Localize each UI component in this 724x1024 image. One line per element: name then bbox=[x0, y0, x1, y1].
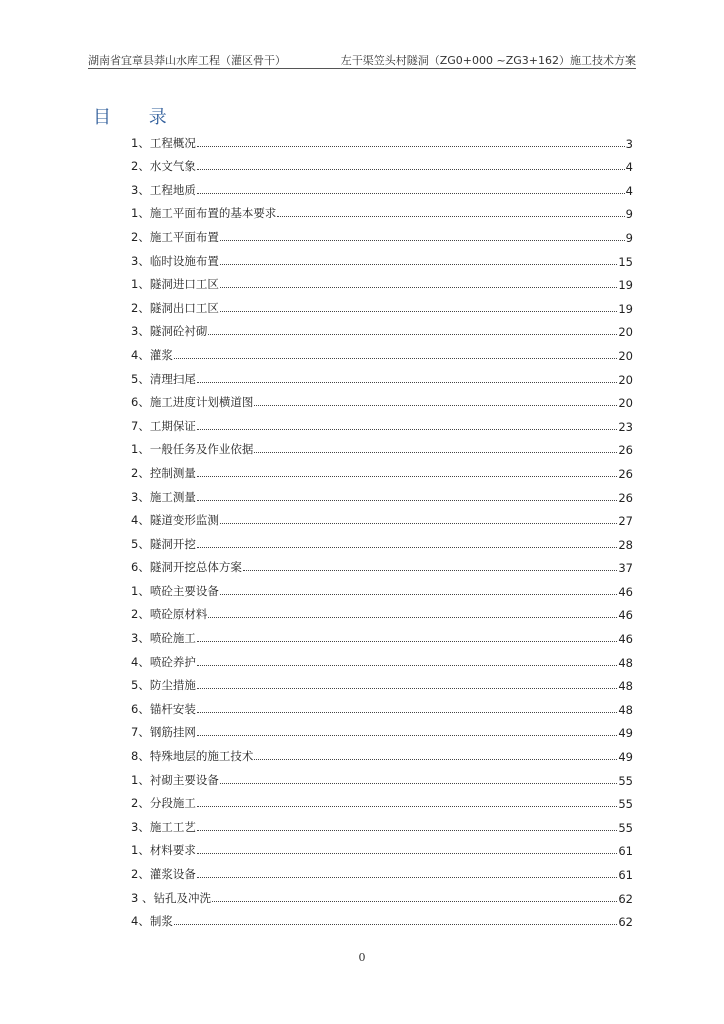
toc-entry-page: 20 bbox=[618, 325, 633, 340]
toc-entry-label: 特殊地层的施工技术 bbox=[149, 749, 254, 764]
toc-leader-dots bbox=[197, 145, 625, 147]
toc-entry-number: 2、 bbox=[131, 300, 150, 315]
toc-entry-label: 施工平面布置 bbox=[149, 229, 219, 244]
toc-leader-dots bbox=[197, 805, 618, 807]
toc-entry[interactable] bbox=[131, 410, 633, 434]
toc-entry-page: 46 bbox=[618, 632, 633, 647]
toc-entry-number: 7、 bbox=[131, 725, 150, 740]
toc-entry-page: 4 bbox=[625, 183, 633, 198]
toc-entry-label: 喷砼原材料 bbox=[149, 607, 208, 622]
toc-entry-number: 3 、 bbox=[131, 890, 154, 905]
toc-entry-number: 3、 bbox=[131, 489, 150, 504]
toc-entry-number: 7、 bbox=[131, 418, 150, 433]
toc-leader-dots bbox=[220, 310, 618, 312]
toc-entry-label: 分段施工 bbox=[149, 796, 196, 811]
toc-entry[interactable] bbox=[131, 646, 633, 670]
toc-entry[interactable] bbox=[131, 245, 633, 269]
toc-entry-number: 2、 bbox=[131, 607, 150, 622]
toc-leader-dots bbox=[174, 357, 618, 359]
toc-entry-label: 灌浆设备 bbox=[149, 867, 196, 881]
toc-entry-number: 1、 bbox=[131, 843, 150, 858]
toc-entry-page: 55 bbox=[618, 773, 633, 788]
toc-entry-page: 23 bbox=[618, 419, 633, 434]
toc-leader-dots bbox=[197, 546, 618, 548]
toc-entry-page: 48 bbox=[618, 655, 633, 670]
toc-entry-label: 施工平面布置的基本要求 bbox=[149, 206, 277, 221]
toc-entry-page: 15 bbox=[618, 254, 633, 269]
toc-entry[interactable] bbox=[131, 599, 633, 623]
toc-entry[interactable] bbox=[131, 575, 633, 599]
toc-entry-label: 衬砌主要设备 bbox=[149, 772, 219, 787]
toc-entry[interactable] bbox=[131, 811, 633, 835]
toc-entry-label: 水文气象 bbox=[149, 159, 196, 174]
page-number: 0 bbox=[358, 951, 366, 964]
toc-leader-dots bbox=[197, 829, 618, 831]
toc-entry-page: 28 bbox=[618, 537, 633, 552]
toc-leader-dots bbox=[197, 876, 618, 878]
toc-entry[interactable] bbox=[131, 127, 633, 151]
toc-leader-dots bbox=[254, 404, 617, 406]
toc-entry-page: 61 bbox=[618, 844, 633, 859]
toc-entry[interactable] bbox=[131, 717, 633, 741]
toc-entry-number: 5、 bbox=[131, 371, 150, 386]
toc-entry-label: 清理扫尾 bbox=[149, 371, 196, 386]
toc-entry[interactable] bbox=[131, 528, 633, 552]
toc-entry[interactable] bbox=[131, 269, 633, 293]
toc-entry-page: 48 bbox=[618, 702, 633, 717]
toc-leader-dots bbox=[220, 286, 618, 288]
toc-entry-number: 1、 bbox=[131, 206, 150, 221]
toc-entry-number: 2、 bbox=[131, 867, 150, 881]
toc-entry-number: 6、 bbox=[131, 701, 150, 716]
toc-entry-page: 20 bbox=[618, 372, 633, 387]
toc-entry-label: 材料要求 bbox=[149, 843, 196, 858]
toc-entry-label: 制浆 bbox=[149, 914, 173, 929]
toc-entry-number: 3、 bbox=[131, 253, 150, 268]
toc-entry-page: 26 bbox=[618, 466, 633, 481]
toc-leader-dots bbox=[197, 428, 618, 430]
toc-entry-label: 隧洞开挖 bbox=[149, 536, 196, 551]
toc-entry[interactable] bbox=[131, 221, 633, 245]
table-of-contents bbox=[131, 127, 633, 929]
toc-entry-number: 1、 bbox=[131, 277, 150, 292]
toc-leader-dots bbox=[197, 640, 618, 642]
page-header bbox=[88, 50, 636, 69]
toc-entry-number: 1、 bbox=[131, 772, 150, 787]
toc-entry-label: 一般任务及作业依据 bbox=[149, 442, 254, 457]
toc-entry-number: 6、 bbox=[131, 560, 150, 575]
toc-leader-dots bbox=[174, 923, 618, 925]
toc-leader-dots bbox=[197, 664, 618, 666]
toc-entry[interactable] bbox=[131, 858, 633, 882]
toc-entry-page: 19 bbox=[618, 301, 633, 316]
toc-entry-number: 8、 bbox=[131, 749, 150, 764]
toc-entry[interactable] bbox=[131, 292, 633, 316]
toc-entry-page: 48 bbox=[618, 679, 633, 694]
toc-entry-label: 钢筋挂网 bbox=[149, 725, 196, 740]
toc-entry[interactable] bbox=[131, 906, 633, 930]
toc-entry[interactable] bbox=[131, 387, 633, 411]
toc-entry[interactable] bbox=[131, 174, 633, 198]
toc-entry-page: 46 bbox=[618, 584, 633, 599]
toc-entry-label: 工程地质 bbox=[149, 182, 196, 197]
toc-entry[interactable] bbox=[131, 198, 633, 222]
header-project-title: 湖南省宜章县莽山水库工程（灌区骨干） bbox=[88, 54, 286, 67]
toc-entry[interactable] bbox=[131, 622, 633, 646]
toc-entry-number: 4、 bbox=[131, 914, 150, 929]
toc-entry-number: 5、 bbox=[131, 536, 150, 551]
toc-entry-label: 灌浆 bbox=[149, 347, 173, 362]
toc-entry-page: 4 bbox=[625, 160, 633, 175]
toc-entry-number: 3、 bbox=[131, 324, 150, 339]
toc-entry-label: 钻孔及冲洗 bbox=[153, 890, 211, 905]
toc-leader-dots bbox=[197, 192, 625, 194]
toc-entry[interactable] bbox=[131, 788, 633, 812]
toc-leader-dots bbox=[197, 475, 618, 477]
toc-entry-page: 46 bbox=[618, 608, 633, 623]
toc-entry[interactable] bbox=[131, 151, 633, 175]
toc-entry-page: 9 bbox=[625, 207, 633, 222]
toc-entry-page: 20 bbox=[618, 348, 633, 363]
toc-entry-number: 4、 bbox=[131, 654, 150, 669]
toc-entry-page: 49 bbox=[618, 750, 633, 765]
toc-entry-number: 6、 bbox=[131, 395, 150, 410]
header-document-title: 左干渠笠头村隧洞（ZG0+000 ~ZG3+162）施工技术方案 bbox=[340, 54, 636, 67]
toc-entry-number: 1、 bbox=[131, 583, 150, 598]
toc-entry-label: 施工进度计划横道图 bbox=[149, 395, 254, 410]
toc-entry-number: 1、 bbox=[131, 135, 150, 150]
toc-entry[interactable] bbox=[131, 764, 633, 788]
toc-entry-number: 2、 bbox=[131, 465, 150, 480]
toc-entry-page: 26 bbox=[618, 443, 633, 458]
toc-entry-label: 施工工艺 bbox=[149, 819, 196, 834]
toc-leader-dots bbox=[220, 239, 625, 241]
toc-entry-number: 5、 bbox=[131, 678, 150, 693]
toc-entry-label: 控制测量 bbox=[149, 465, 196, 480]
toc-leader-dots bbox=[208, 333, 617, 335]
toc-leader-dots bbox=[220, 263, 618, 265]
toc-entry-label: 工期保证 bbox=[149, 418, 196, 433]
toc-entry-page: 61 bbox=[618, 868, 633, 882]
toc-entry-label: 喷砼施工 bbox=[149, 631, 196, 646]
toc-entry-number: 4、 bbox=[131, 513, 150, 528]
toc-entry-page: 49 bbox=[618, 726, 633, 741]
toc-entry-page: 62 bbox=[618, 891, 633, 906]
toc-entry-page: 20 bbox=[618, 396, 633, 411]
toc-entry[interactable] bbox=[131, 693, 633, 717]
toc-entry-page: 55 bbox=[618, 820, 633, 835]
toc-leader-dots bbox=[197, 381, 618, 383]
toc-entry[interactable] bbox=[131, 835, 633, 859]
toc-leader-dots bbox=[243, 569, 618, 571]
toc-leader-dots bbox=[220, 522, 618, 524]
toc-entry-page: 27 bbox=[618, 514, 633, 529]
toc-leader-dots bbox=[197, 734, 618, 736]
toc-leader-dots bbox=[220, 782, 618, 784]
toc-entry-number: 3、 bbox=[131, 819, 150, 834]
toc-leader-dots bbox=[197, 852, 618, 854]
toc-entry-number: 4、 bbox=[131, 347, 150, 362]
toc-entry[interactable] bbox=[131, 505, 633, 529]
toc-entry-label: 施工测量 bbox=[149, 489, 196, 504]
toc-leader-dots bbox=[197, 168, 625, 170]
toc-entry-label: 隧洞砼衬砌 bbox=[149, 324, 208, 339]
toc-heading: 目 录 bbox=[93, 107, 183, 128]
toc-entry[interactable] bbox=[131, 670, 633, 694]
toc-entry-number: 1、 bbox=[131, 442, 150, 457]
toc-leader-dots bbox=[197, 711, 618, 713]
toc-entry-page: 37 bbox=[618, 561, 633, 576]
toc-entry[interactable] bbox=[131, 316, 633, 340]
toc-entry-label: 隧洞出口工区 bbox=[149, 300, 219, 315]
toc-entry[interactable] bbox=[131, 882, 633, 906]
toc-entry-number: 2、 bbox=[131, 159, 150, 174]
toc-leader-dots bbox=[197, 687, 618, 689]
toc-entry-number: 2、 bbox=[131, 796, 150, 811]
toc-entry-label: 工程概况 bbox=[149, 135, 196, 150]
toc-entry-label: 锚杆安装 bbox=[149, 701, 196, 716]
toc-entry[interactable] bbox=[131, 552, 633, 576]
toc-entry-label: 临时设施布置 bbox=[149, 253, 219, 268]
toc-entry-label: 隧洞进口工区 bbox=[149, 277, 219, 292]
toc-entry[interactable] bbox=[131, 339, 633, 363]
toc-entry[interactable] bbox=[131, 363, 633, 387]
toc-entry-page: 62 bbox=[618, 915, 633, 930]
toc-entry-label: 喷砼主要设备 bbox=[149, 583, 219, 598]
toc-entry-page: 3 bbox=[625, 136, 633, 151]
toc-leader-dots bbox=[254, 451, 617, 453]
toc-leader-dots bbox=[208, 616, 617, 618]
toc-entry-label: 喷砼养护 bbox=[149, 654, 196, 669]
toc-leader-dots bbox=[212, 900, 617, 902]
toc-entry-number: 3、 bbox=[131, 182, 150, 197]
toc-entry-label: 隧道变形监测 bbox=[149, 513, 219, 528]
toc-entry-page: 55 bbox=[618, 797, 633, 812]
toc-leader-dots bbox=[254, 758, 617, 760]
toc-entry-number: 3、 bbox=[131, 631, 150, 646]
toc-entry-label: 防尘措施 bbox=[149, 678, 196, 693]
toc-leader-dots bbox=[197, 499, 618, 501]
toc-entry-number: 2、 bbox=[131, 229, 150, 244]
toc-entry-page: 19 bbox=[618, 278, 633, 293]
toc-entry[interactable] bbox=[131, 434, 633, 458]
toc-leader-dots bbox=[277, 215, 624, 217]
toc-entry[interactable] bbox=[131, 481, 633, 505]
toc-entry[interactable] bbox=[131, 740, 633, 764]
toc-entry-page: 26 bbox=[618, 490, 633, 505]
toc-entry-page: 9 bbox=[625, 230, 633, 245]
toc-entry[interactable] bbox=[131, 457, 633, 481]
toc-leader-dots bbox=[220, 593, 618, 595]
toc-entry-label: 隧洞开挖总体方案 bbox=[149, 560, 242, 575]
